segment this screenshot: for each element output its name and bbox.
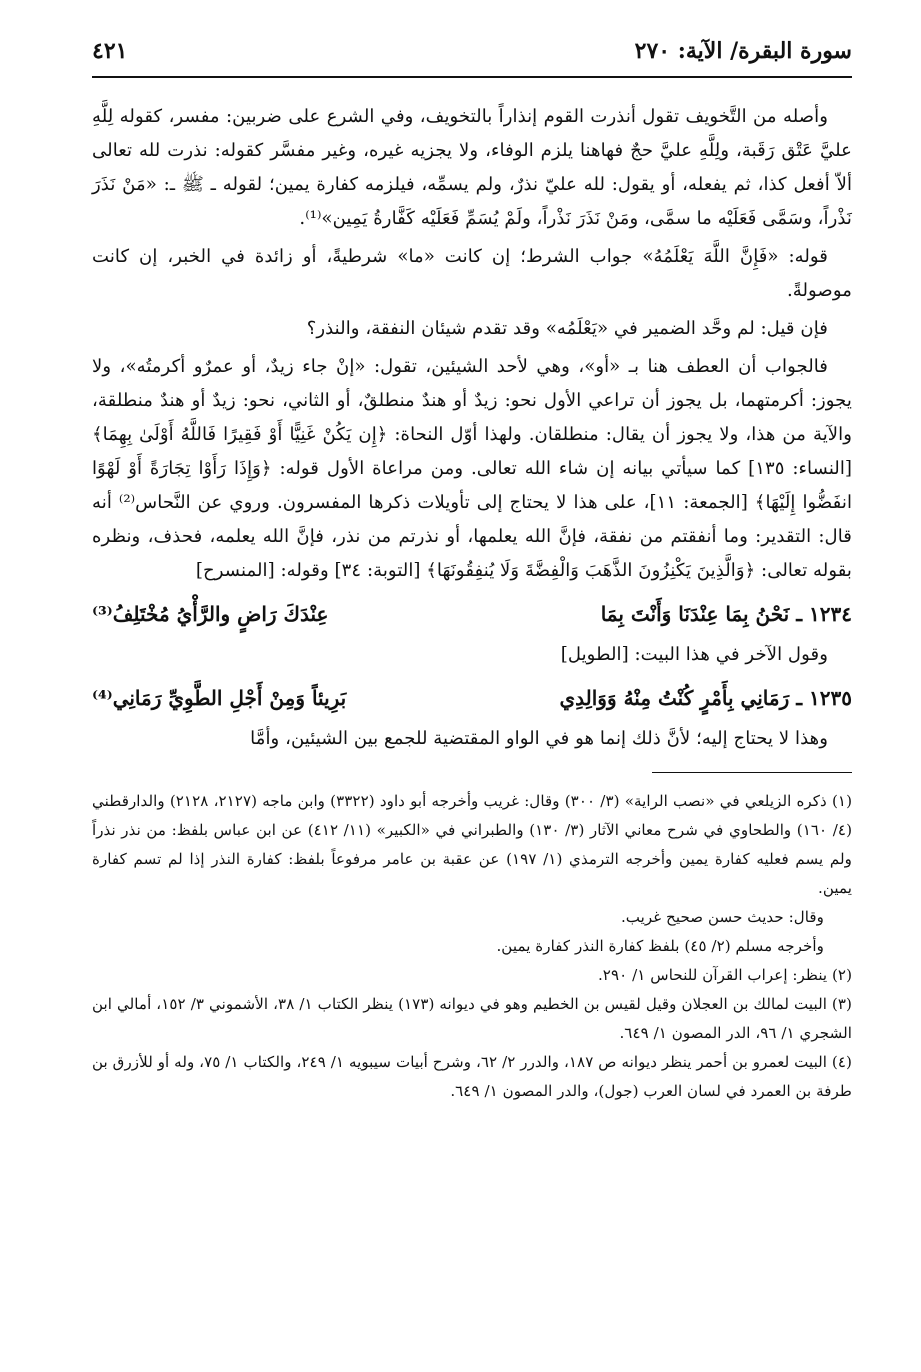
paragraph-6: وهذا لا يحتاج إليه؛ لأنَّ ذلك إنما هو في الواو المقتضية للجمع بين الشيئين، وأمَّا	[250, 728, 828, 749]
book-page	[92, 30, 852, 1350]
verse-1235-first-half: ١٢٣٥ ـ رَمَانِي بِأَمْرٍ كُنْتُ مِنْهُ وَوَالِدِي	[559, 686, 852, 710]
footnote-1-note-b: وقال: حديث حسن صحيح غريب.	[620, 908, 824, 926]
surah-title: سورة البقرة/ الآية: ٢٧٠	[634, 38, 852, 64]
page-number: ٤٢١	[92, 38, 128, 64]
verse-1234-second-half: عِنْدَكَ رَاضٍ والرَّأْيُ مُخْتَلِفُ⁽³⁾	[92, 602, 329, 626]
main-text	[92, 100, 852, 756]
verse-1235-second-half: بَرِيئاً وَمِنْ أَجْلِ الطَّوِيِّ رَمَانِي⁽⁴⁾	[92, 686, 347, 710]
paragraph-3: فإن قيل: لم وحَّد الضمير في «يَعْلَمُه» وقد تقدم شيئان النفقة، والنذر؟	[306, 318, 828, 339]
paragraph-2: قوله: «فَإِنَّ اللَّهَ يَعْلَمُهُ» جواب الشرط؛ إن كانت «ما» شرطيةً، أو زائدة في الخبر، إن كانت موصولةً.	[92, 246, 852, 301]
poem-verse-1234	[92, 592, 852, 636]
page-header	[92, 30, 852, 78]
poem-verse-1235	[92, 676, 852, 720]
footnotes	[92, 787, 852, 1106]
paragraph-1: وأصله من التَّخويف تقول أنذرت القوم إنذاراً بالتخويف، وفي الشرع على ضربين: مفسر، كقوله لِلَّهِ عليَّ عَتْق رَقَبة، ولِلَّهِ عليَّ حجٌ فهاهنا يلزم الوفاء، ولا يجزيه غيره، وغير مفسَّر كقوله: نذرت لله تعالى ألاّ أفعل كذا، ثم يفعله، أو يقول: لله عليّ نذرٌ، ولم يسمِّه، فيلزمه كفارة يمين؛ لقوله ـ ﷺ ـ: «مَنْ نَذَرَ نَذْراً، وسَمَّى فَعَلَيْه ما سمَّى، ومَنْ نَذَرَ نَذْراً، ولَمْ يُسَمِّ فَعَلَيْه كَفَّارةُ يَمِين»⁽¹⁾.	[92, 106, 852, 229]
footnote-2: (٢) ينظر: إعراب القرآن للنحاس ١/ ٢٩٠.	[597, 966, 852, 984]
paragraph-5: وقول الآخر في هذا البيت: [الطويل]	[560, 644, 828, 665]
footnote-separator	[652, 772, 852, 773]
verse-1234-first-half: ١٢٣٤ ـ نَحْنُ بِمَا عِنْدَنَا وَأَنْتَ بِمَا	[600, 602, 852, 626]
footnote-4: (٤) البيت لعمرو بن أحمر ينظر ديوانه ص ١٨٧، والدرر ٢/ ٦٢، وشرح أبيات سيبويه ١/ ٢٤٩، والكتاب ١/ ٧٥، وله أو للأزرق بن طرفة بن العمرد في لسان العرب (جول)، والدر المصون ١/ ٦٤٩.	[92, 1053, 852, 1100]
footnote-1-note-c: وأخرجه مسلم (٢/ ٤٥) بلفظ كفارة النذر كفارة يمين.	[496, 937, 824, 955]
paragraph-4: فالجواب أن العطف هنا بـ «أو»، وهي لأحد الشيئين، تقول: «إنْ جاء زيدٌ، أو عمرٌو أكرمتُه»، ولا يجوز: أكرمتهما، بل يجوز أن تراعي الأول نحو: زيدٌ أو هندٌ منطلقٌ، أو الثاني، نحو: زيدٌ أو هندٌ منطلقة، والآية من هذا، ولا يجوز أن يقال: منطلقان. ولهذا أوّل النحاة: ﴿إِن يَكُنْ غَنِيًّا أَوْ فَقِيرًا فَاللَّهُ أَوْلَىٰ بِهِمَا﴾ [النساء: ١٣٥] كما سيأتي بيانه إن شاء الله تعالى. ومن مراعاة الأول قوله: ﴿وَإِذَا رَأَوْا تِجَارَةً أَوْ لَهْوًا انفَضُّوا إِلَيْهَا﴾ [الجمعة: ١١]، على هذا لا يحتاج إلى تأويلات ذكرها المفسرون. وروي عن النَّحاس⁽²⁾ أنه قال: التقدير: وما أنفقتم من نفقة، فإنَّ الله يعلمها، أو نذرتم من نذر، فإنَّ الله يعلمه، فحذف، ونظره بقوله تعالى: ﴿وَالَّذِينَ يَكْنِزُونَ الذَّهَبَ وَالْفِضَّةَ وَلَا يُنفِقُونَهَا﴾ [التوبة: ٣٤] وقوله: [المنسرح]	[92, 356, 853, 581]
footnote-1: (١) ذكره الزيلعي في «نصب الراية» (٣/ ٣٠٠) وقال: غريب وأخرجه أبو داود (٣٣٢٢) وابن ماجه (٢١٢٧، ٢١٢٨) والدارقطني (٤/ ١٦٠) والطحاوي في شرح معاني الآثار (٣/ ١٣٠) والطبراني في «الكبير» (١١/ ٤١٢) عن ابن عباس بلفظ: من نذر نذراً ولم يسم فعليه كفارة يمين وأخرجه الترمذي (١/ ١٩٧) عن عقبة بن عامر مرفوعاً بلفظ: كفارة النذر إذا لم تسم كفارة يمين.	[92, 792, 852, 897]
footnote-3: (٣) البيت لمالك بن العجلان وقيل لقيس بن الخطيم وهو في ديوانه (١٧٣) ينظر الكتاب ١/ ٣٨، الأشموني ٣/ ١٥٢، أمالي ابن الشجري ١/ ٩٦، الدر المصون ١/ ٦٤٩.	[92, 995, 852, 1042]
